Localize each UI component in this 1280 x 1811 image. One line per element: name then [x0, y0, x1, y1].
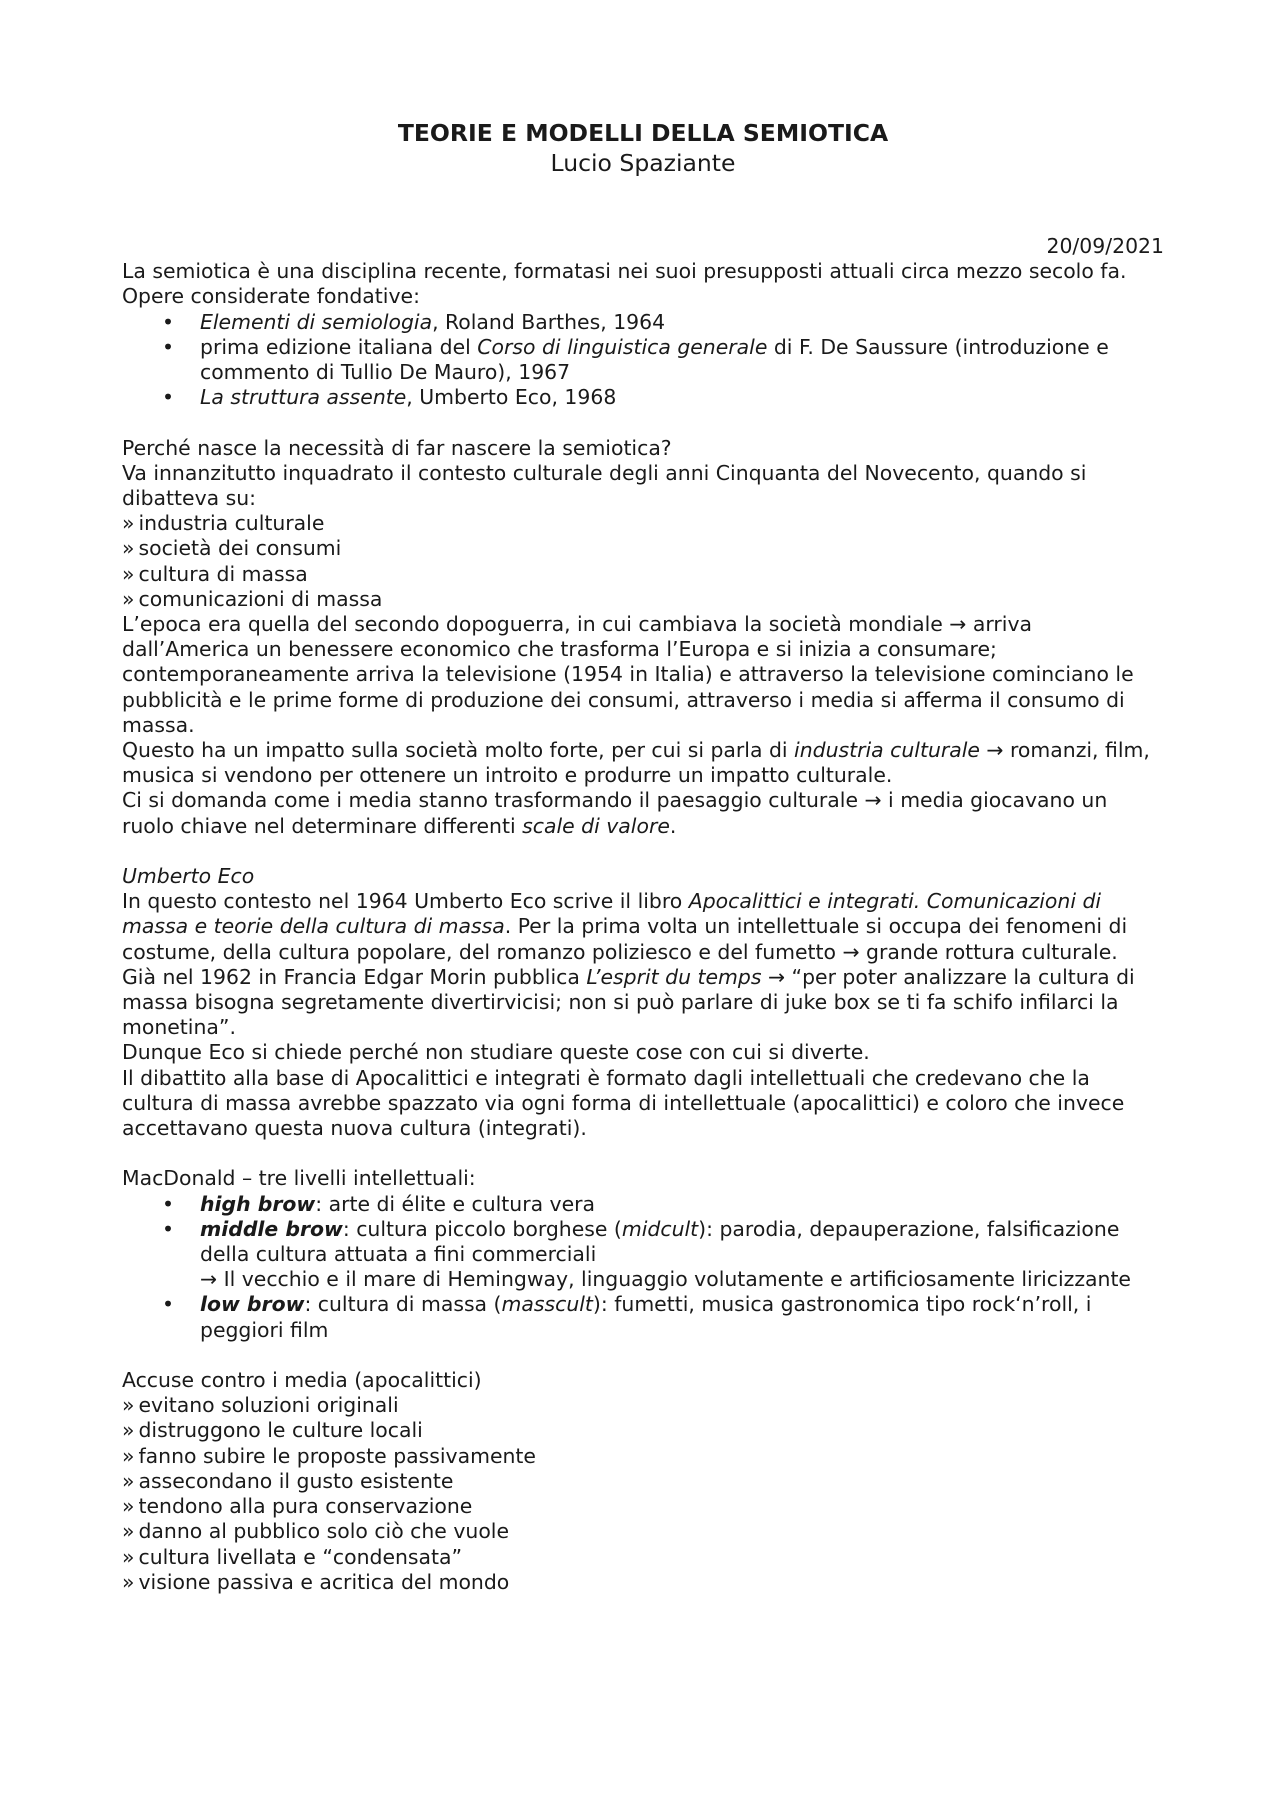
- list-item: [122, 310, 1164, 335]
- list-item: [122, 1519, 1164, 1544]
- accuse-list: [122, 1393, 1164, 1595]
- level-text: : cultura piccolo borghese (: [342, 1216, 622, 1241]
- list-item-text: tendono alla pura conservazione: [138, 1494, 473, 1519]
- chevron-marker: »: [122, 1494, 135, 1519]
- list-item: [122, 1393, 1164, 1418]
- work-title: Elementi di semiologia: [200, 309, 433, 334]
- work-title: Corso di linguistica generale: [477, 334, 768, 359]
- list-item-text: cultura di massa: [138, 561, 308, 586]
- emphasis-term: midcult: [621, 1216, 699, 1241]
- work-details: , Roland Barthes, 1964: [432, 309, 666, 334]
- level-text: : arte di élite e cultura vera: [315, 1191, 596, 1216]
- list-item: [122, 1444, 1164, 1469]
- list-item-text: danno al pubblico solo ciò che vuole: [138, 1519, 510, 1544]
- context-paragraph: L’epoca era quella del secondo dopoguerra, in cui cambiava la società mondiale → arriva dall’America un benessere economico che trasforma l’Europa e si inizia a consumare; contemporaneamente arriva la televisione (1954 in Italia) e attraverso la televisione cominciano le pubblicità e le prime forme di produzione dei consumi, attraverso i media si afferma il consumo di massa.: [122, 612, 1134, 737]
- list-item: [122, 1469, 1164, 1494]
- text-span: Già nel 1962 in Francia Edgar Morin pubblica: [122, 964, 587, 989]
- work-details: , Umberto Eco, 1968: [406, 385, 617, 410]
- text-span: → romanzi, film, musica si vendono per ottenere un introito e produrre un impatto culturale.: [122, 738, 1150, 788]
- level-term: high brow: [200, 1191, 316, 1216]
- section-heading-macdonald: MacDonald – tre livelli intellettuali:: [122, 1166, 476, 1191]
- text-span: → “per poter analizzare la cultura di massa bisogna segretamente divertirvicisi; non si può parlare di juke box se ti fa schifo infilarci la monetina”.: [122, 964, 1135, 1040]
- eco-paragraph: Dunque Eco si chiede perché non studiare queste cose con cui si diverte.: [122, 1040, 870, 1065]
- list-item-text: fanno subire le proposte passivamente: [138, 1443, 536, 1468]
- chevron-marker: »: [122, 1519, 135, 1544]
- chevron-marker: »: [122, 536, 135, 561]
- chevron-marker: »: [122, 1443, 135, 1468]
- level-note: → Il vecchio e il mare di Hemingway, linguaggio volutamente e artificiosamente liricizzante: [200, 1267, 1131, 1292]
- level-term: middle brow: [200, 1216, 343, 1241]
- chevron-marker: »: [122, 1544, 135, 1569]
- text-span: Ci si domanda come i media stanno trasformando il paesaggio culturale → i media giocavano un ruolo chiave nel determinare differenti: [122, 788, 1108, 838]
- list-item: [122, 1192, 1164, 1217]
- intro-paragraph: La semiotica è una disciplina recente, formatasi nei suoi presupposti attuali circa mezzo secolo fa. Opere considerate fondative:: [122, 259, 1127, 309]
- eco-paragraph: [122, 889, 1164, 965]
- list-item-text: comunicazioni di massa: [138, 586, 383, 611]
- section-heading-eco: Umberto Eco: [122, 864, 255, 889]
- chevron-marker: »: [122, 511, 135, 536]
- emphasis-term: scale di valore: [522, 813, 670, 838]
- level-term: low brow: [200, 1292, 305, 1317]
- document-title: TEORIE E MODELLI DELLA SEMIOTICA: [397, 119, 889, 147]
- work-details: di F. De Saussure (introduzione e commento di Tullio De Mauro), 1967: [200, 334, 1109, 385]
- work-prefix: prima edizione italiana del: [200, 334, 478, 359]
- chevron-marker: »: [122, 561, 135, 586]
- levels-list: [122, 1192, 1164, 1343]
- eco-paragraph: Il dibattito alla base di Apocalittici e integrati è formato dagli intellettuali che credevano che la cultura di massa avrebbe spazzato via ogni forma di intellettuale (apocalittici) e coloro che invece accettavano questa nuova cultura (integrati).: [122, 1065, 1125, 1141]
- list-item: [122, 587, 1164, 612]
- context-paragraph: [122, 738, 1164, 788]
- chevron-marker: »: [122, 586, 135, 611]
- section-heading-accuse: Accuse contro i media (apocalittici): [122, 1368, 482, 1393]
- chevron-marker: »: [122, 1569, 135, 1594]
- topics-list: [122, 511, 1164, 612]
- book-title: Apocalittici e integrati. Comunicazioni di massa e teorie della cultura di massa: [122, 889, 1102, 939]
- list-item: [122, 1570, 1164, 1595]
- list-item-text: cultura livellata e “condensata”: [138, 1544, 463, 1569]
- document-author: Lucio Spaziante: [550, 149, 736, 177]
- list-item: [122, 1494, 1164, 1519]
- list-item-text: visione passiva e acritica del mondo: [138, 1569, 510, 1594]
- level-text: : cultura di massa (: [304, 1292, 502, 1317]
- works-list: [122, 310, 1164, 411]
- text-span: In questo contesto nel 1964 Umberto Eco scrive il libro: [122, 889, 689, 914]
- list-item: [122, 335, 1164, 385]
- list-item: [122, 385, 1164, 410]
- list-item-text: distruggono le culture locali: [138, 1418, 423, 1443]
- chevron-marker: »: [122, 1418, 135, 1443]
- list-item-text: società dei consumi: [138, 536, 342, 561]
- book-title: L’esprit du temps: [586, 964, 762, 989]
- lecture-date: 20/09/2021: [1046, 234, 1164, 258]
- context-question: Perché nasce la necessità di far nascere la semiotica?: [122, 435, 672, 460]
- list-item: [122, 1217, 1164, 1293]
- list-item: [122, 1545, 1164, 1570]
- list-item: [122, 1292, 1164, 1342]
- text-span: Questo ha un impatto sulla società molto forte, per cui si parla di: [122, 738, 795, 763]
- list-item: [122, 562, 1164, 587]
- list-item: [122, 536, 1164, 561]
- emphasis-term: industria culturale: [794, 738, 980, 763]
- text-span: . Per la prima volta un intellettuale si occupa dei fenomeni di costume, della cultura popolare, del romanzo poliziesco e del fumetto → grande rottura culturale.: [122, 914, 1128, 964]
- context-paragraph: Va innanzitutto inquadrato il contesto culturale degli anni Cinquanta del Novecento, quando si dibatteva su:: [122, 460, 1087, 511]
- list-item-text: assecondano il gusto esistente: [138, 1468, 454, 1493]
- chevron-marker: »: [122, 1468, 135, 1493]
- level-text: ): fumetti, musica gastronomica tipo rock‘n’roll, i peggiori film: [200, 1292, 1092, 1342]
- work-title: La struttura assente: [200, 385, 407, 410]
- list-item: [122, 1418, 1164, 1443]
- emphasis-term: masscult: [501, 1292, 593, 1317]
- list-item-text: evitano soluzioni originali: [138, 1393, 399, 1418]
- list-item: [122, 511, 1164, 536]
- list-item-text: industria culturale: [138, 511, 325, 536]
- text-span: .: [669, 813, 677, 838]
- chevron-marker: »: [122, 1393, 135, 1418]
- level-text: ): parodia, depauperazione, falsificazione della cultura attuata a fini commerciali: [200, 1216, 1120, 1267]
- eco-paragraph: [122, 965, 1164, 1041]
- context-paragraph: [122, 788, 1164, 838]
